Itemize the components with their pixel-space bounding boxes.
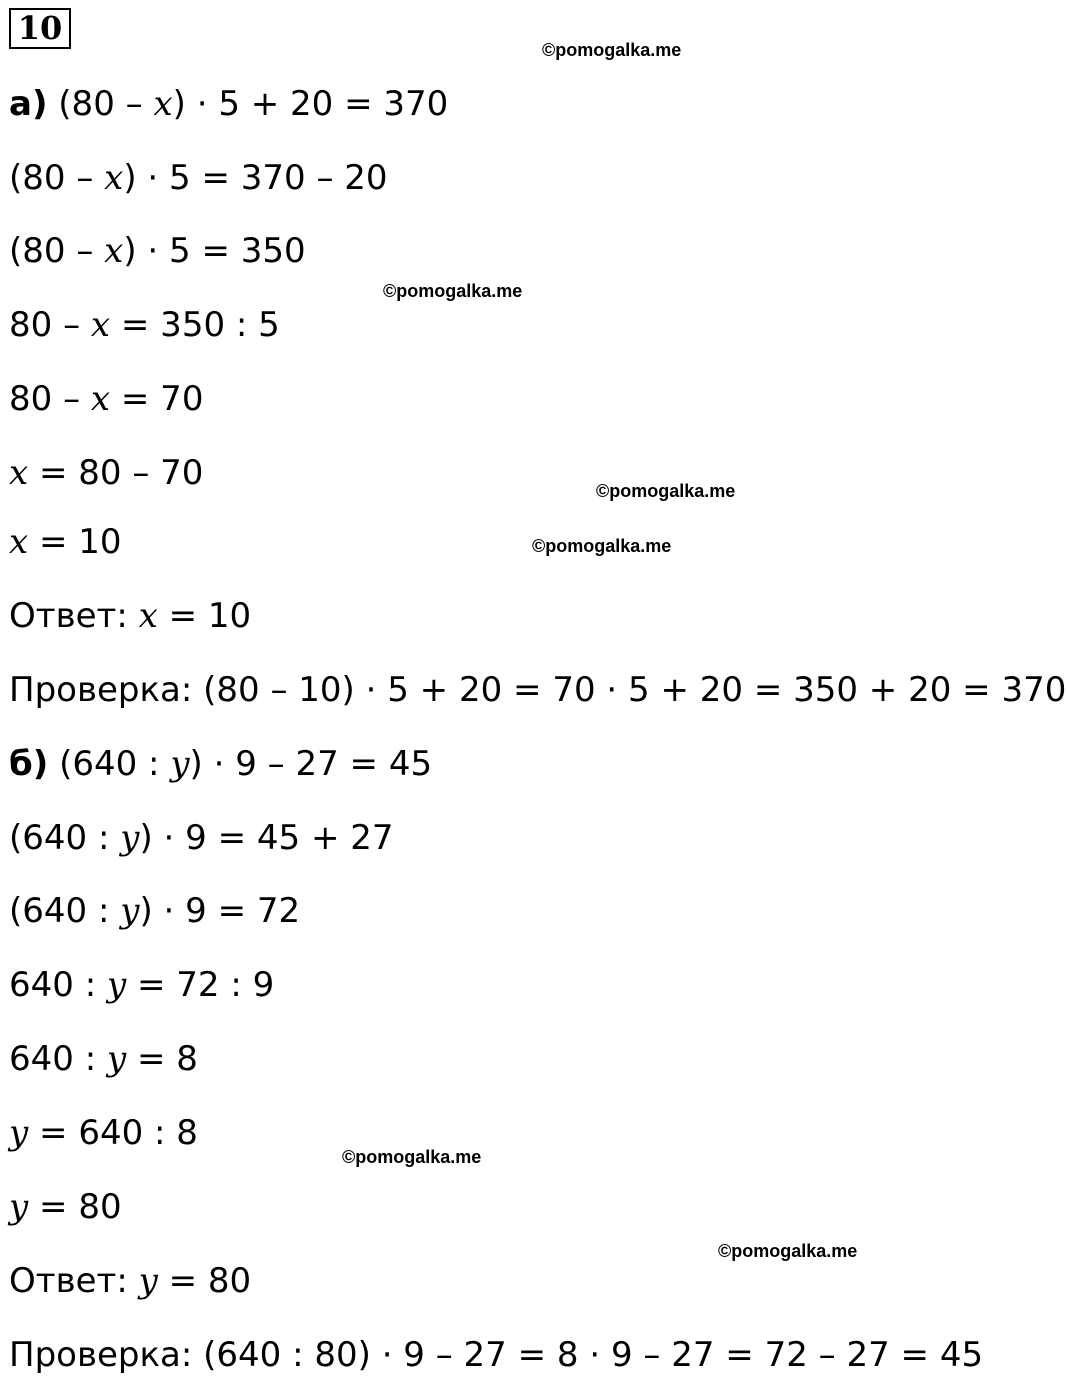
equation-line: y = 640 : 8: [9, 1113, 198, 1153]
check-line: Проверка: (80 – 10) · 5 + 20 = 70 · 5 + 20 = 350 + 20 = 370: [9, 670, 1066, 710]
watermark: ©pomogalka.me: [383, 281, 523, 301]
variable-x: x: [104, 231, 124, 271]
equation-line: 640 : y = 8: [9, 1039, 198, 1079]
variable-y: y: [9, 1187, 29, 1227]
equation-line: x = 80 – 70: [9, 453, 204, 493]
equation-line: 80 – x = 350 : 5: [9, 305, 280, 345]
variable-x: x: [138, 596, 158, 636]
equation-line: y = 80: [9, 1187, 122, 1227]
variable-x: x: [90, 379, 111, 419]
variable-x: x: [153, 84, 173, 124]
variable-x: x: [9, 453, 29, 493]
equation-line: (80 – x) · 5 = 350: [9, 231, 306, 271]
equation-line: а) (80 – x) · 5 + 20 = 370: [9, 84, 449, 124]
variable-x: x: [9, 522, 29, 562]
answer-line: Ответ: y = 80: [9, 1261, 252, 1301]
variable-y: y: [9, 1113, 29, 1153]
equation-line: б) (640 : y) · 9 – 27 = 45: [9, 744, 433, 784]
answer-line: Ответ: x = 10: [9, 596, 252, 636]
variable-x: x: [90, 305, 111, 345]
part-b-label: б): [9, 744, 49, 784]
variable-y: y: [120, 818, 140, 858]
equation-line: x = 10: [9, 522, 122, 562]
equation-line: 80 – x = 70: [9, 379, 204, 419]
variable-x: x: [104, 158, 124, 198]
watermark: ©pomogalka.me: [596, 481, 736, 501]
watermark: ©pomogalka.me: [542, 40, 682, 60]
task-number: 10: [9, 8, 71, 49]
variable-y: y: [138, 1261, 158, 1301]
equation-line: (640 : y) · 9 = 45 + 27: [9, 818, 394, 858]
check-line: Проверка: (640 : 80) · 9 – 27 = 8 · 9 – 27 = 72 – 27 = 45: [9, 1335, 984, 1375]
part-a-label: а): [9, 84, 48, 124]
watermark: ©pomogalka.me: [532, 536, 672, 556]
variable-y: y: [106, 1039, 127, 1079]
watermark: ©pomogalka.me: [718, 1241, 858, 1261]
variable-y: y: [120, 891, 140, 931]
equation-line: 640 : y = 72 : 9: [9, 965, 275, 1005]
variable-y: y: [170, 744, 190, 784]
equation-line: (80 – x) · 5 = 370 – 20: [9, 158, 388, 198]
equation-line: (640 : y) · 9 = 72: [9, 891, 301, 931]
variable-y: y: [106, 965, 127, 1005]
watermark: ©pomogalka.me: [342, 1147, 482, 1167]
